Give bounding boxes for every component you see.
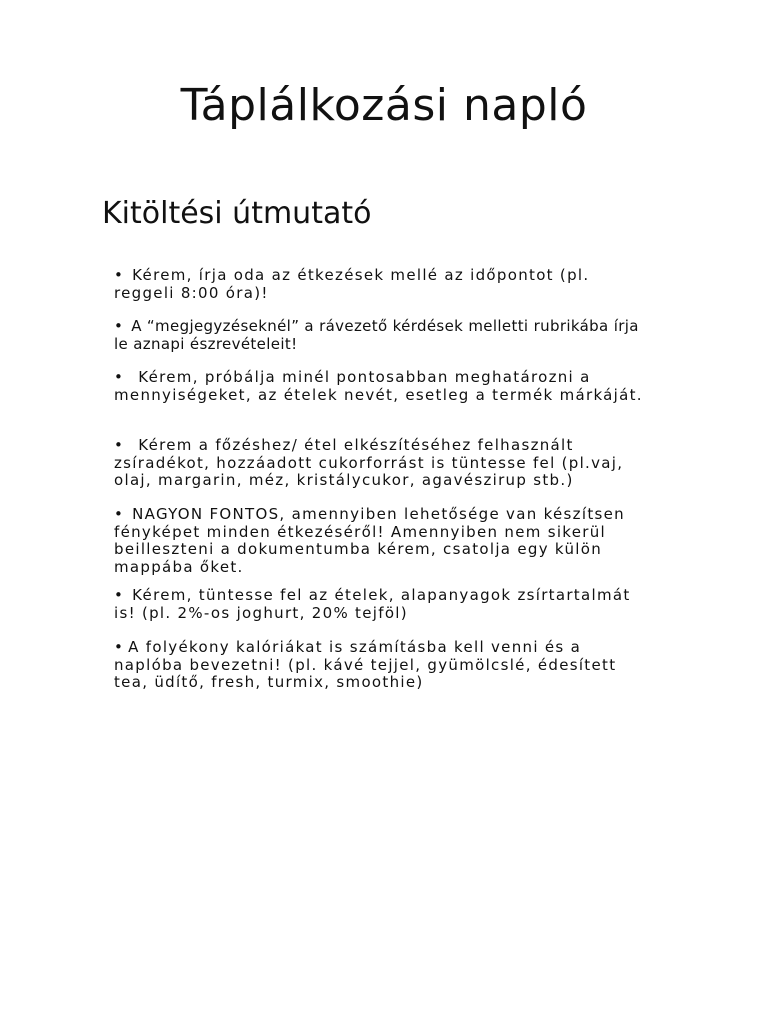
instruction-text: Kérem, írja oda az étkezések mellé az időpontot (pl. reggeli 8:00 óra)! <box>114 266 590 302</box>
instruction-text: A folyékony kalóriákat is számításba kell venni és a naplóba bevezetni! (pl. kávé tejjel, gyümölcslé, édesített tea, üdítő, fresh, turmix, smoothie) <box>114 638 617 691</box>
section-subtitle: Kitöltési útmutató <box>102 196 372 231</box>
bullet-icon: • <box>114 505 125 523</box>
instruction-item <box>114 639 654 692</box>
bullet-icon: • <box>114 368 125 386</box>
bullet-icon: • <box>114 638 125 656</box>
bullet-icon: • <box>114 586 125 604</box>
instruction-text: Kérem, tüntesse fel az ételek, alapanyagok zsírtartalmát is! (pl. 2%-os joghurt, 20% tejföl) <box>114 586 631 622</box>
instruction-text: Kérem, próbálja minél pontosabban meghatározni a mennyiségeket, az ételek nevét, esetleg a termék márkáját. <box>114 368 643 404</box>
bullet-icon: • <box>114 266 125 284</box>
instruction-item <box>114 318 654 353</box>
instruction-item <box>114 587 654 622</box>
bullet-icon: • <box>114 317 124 335</box>
instruction-item <box>114 369 654 404</box>
instruction-item <box>114 437 654 490</box>
bullet-icon: • <box>114 436 125 454</box>
instruction-text: A “megjegyzéseknél” a rávezető kérdések melletti rubrikába írja le aznapi észrevételeit! <box>114 317 639 353</box>
instruction-text: Kérem a főzéshez/ étel elkészítéséhez felhasznált zsíradékot, hozzáadott cukorforrást is tüntesse fel (pl.vaj, olaj, margarin, méz, kristálycukor, agavészirup stb.) <box>114 436 624 489</box>
instruction-item <box>114 506 654 576</box>
instruction-text: NAGYON FONTOS, amennyiben lehetősége van készítsen fényképet minden étkezéséről! Amennyiben nem sikerül beilleszteni a dokumentumba kérem, csatolja egy külön mappába őket. <box>114 505 625 576</box>
page-title: Táplálkozási napló <box>180 80 588 131</box>
instruction-item <box>114 267 654 302</box>
